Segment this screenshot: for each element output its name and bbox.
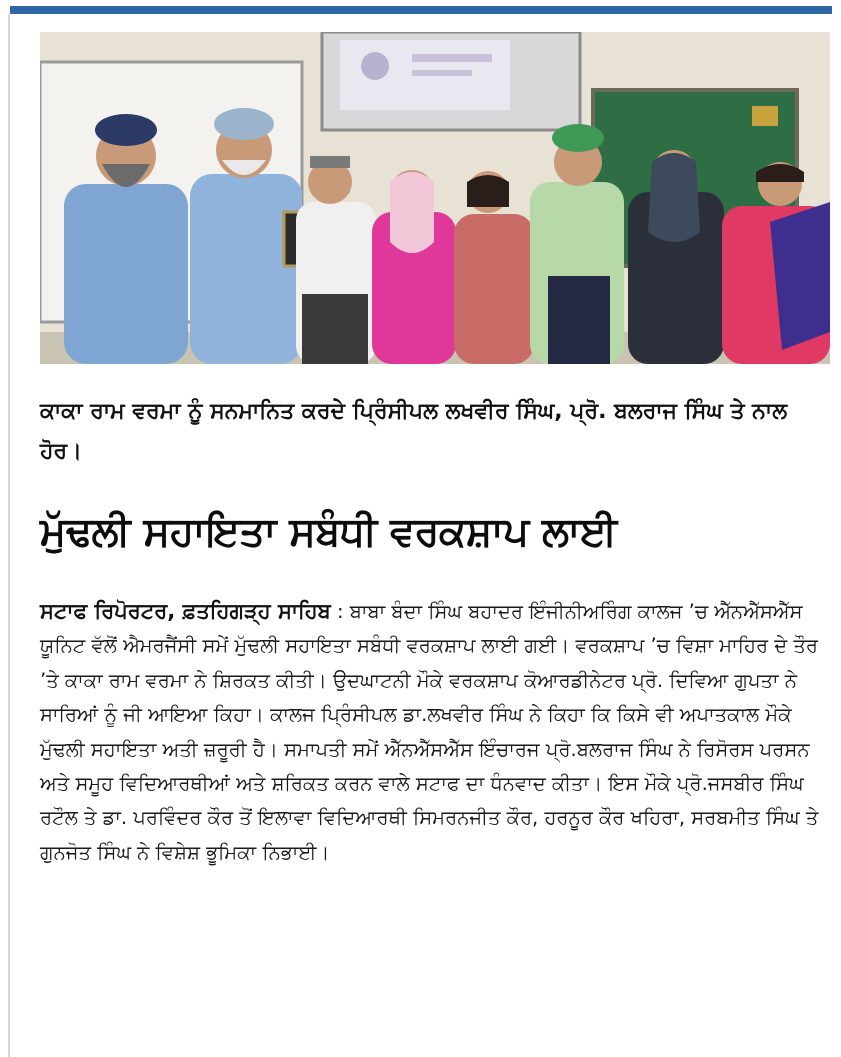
photo-caption: ਕਾਕਾ ਰਾਮ ਵਰਮਾ ਨੂੰ ਸਨਮਾਨਿਤ ਕਰਦੇ ਪ੍ਰਿੰਸੀਪਲ ਲਖਵੀਰ ਸਿੰਘ, ਪ੍ਰੋ. ਬਲਰਾਜ ਸਿੰਘ ਤੇ ਨਾਲ ਹੋਰ।	[40, 399, 788, 464]
dateline-separator: :	[330, 600, 350, 623]
headline: ਮੁੱਢਲੀ ਸਹਾਇਤਾ ਸਬੰਧੀ ਵਰਕਸ਼ਾਪ ਲਾਈ	[40, 509, 617, 555]
article-body	[40, 594, 830, 870]
column-edge	[8, 14, 10, 1057]
dateline: ਸਟਾਫ ਰਿਪੋਰਟਰ, ਫ਼ਤਹਿਗੜ੍ਹ ਸਾਹਿਬ	[40, 599, 331, 623]
group-photo-image	[40, 32, 830, 364]
top-rule	[10, 6, 832, 14]
group-photo	[40, 32, 830, 364]
article-text: ਬਾਬਾ ਬੰਦਾ ਸਿੰਘ ਬਹਾਦਰ ਇੰਜੀਨੀਅਰਿੰਗ ਕਾਲਜ ’ਚ ਐੱਨਐੱਸਐੱਸ ਯੂਨਿਟ ਵੱਲੋਂ ਐਮਰਜੈਂਸੀ ਸਮੇਂ ਮੁੱਢਲੀ ਸਹਾਇਤਾ ਸਬੰਧੀ ਵਰਕਸ਼ਾਪ ਲਾਈ ਗਈ। ਵਰਕਸ਼ਾਪ ’ਚ ਵਿਸ਼ਾ ਮਾਹਿਰ ਦੇ ਤੌਰ ’ਤੇ ਕਾਕਾ ਰਾਮ ਵਰਮਾ ਨੇ ਸ਼ਿਰਕਤ ਕੀਤੀ। ਉਦਘਾਟਨੀ ਮੌਕੇ ਵਰਕਸ਼ਾਪ ਕੋਆਰਡੀਨੇਟਰ ਪ੍ਰੋ. ਦਿਵਿਆ ਗੁਪਤਾ ਨੇ ਸਾਰਿਆਂ ਨੂੰ ਜੀ ਆਇਆ ਕਿਹਾ। ਕਾਲਜ ਪ੍ਰਿੰਸੀਪਲ ਡਾ.ਲਖਵੀਰ ਸਿੰਘ ਨੇ ਕਿਹਾ ਕਿ ਕਿਸੇ ਵੀ ਅਪਾਤਕਾਲ ਮੌਕੇ ਮੁੱਢਲੀ ਸਹਾਇਤਾ ਅਤੀ ਜ਼ਰੂਰੀ ਹੈ। ਸਮਾਪਤੀ ਸਮੇਂ ਐੱਨਐੱਸਐੱਸ ਇੰਚਾਰਜ ਪ੍ਰੋ.ਬਲਰਾਜ ਸਿੰਘ ਨੇ ਰਿਸੋਰਸ ਪਰਸਨ ਅਤੇ ਸਮੂਹ ਵਿਦਿਆਰਥੀਆਂ ਅਤੇ ਸ਼ਰਿਕਤ ਕਰਨ ਵਾਲੇ ਸਟਾਫ ਦਾ ਧੰਨਵਾਦ ਕੀਤਾ। ਇਸ ਮੌਕੇ ਪ੍ਰੋ.ਜਸਬੀਰ ਸਿੰਘ ਰਟੌਲ ਤੇ ਡਾ. ਪਰਵਿੰਦਰ ਕੌਰ ਤੋਂ ਇਲਾਵਾ ਵਿਦਿਆਰਥੀ ਸਿਮਰਨਜੀਤ ਕੌਰ, ਹਰਨੂਰ ਕੌਰ ਖਹਿਰਾ, ਸਰਬਮੀਤ ਸਿੰਘ ਤੇ ਗੁਨਜੋਤ ਸਿੰਘ ਨੇ ਵਿਸ਼ੇਸ਼ ਭੂਮਿਕਾ ਨਿਭਾਈ।	[40, 600, 819, 864]
